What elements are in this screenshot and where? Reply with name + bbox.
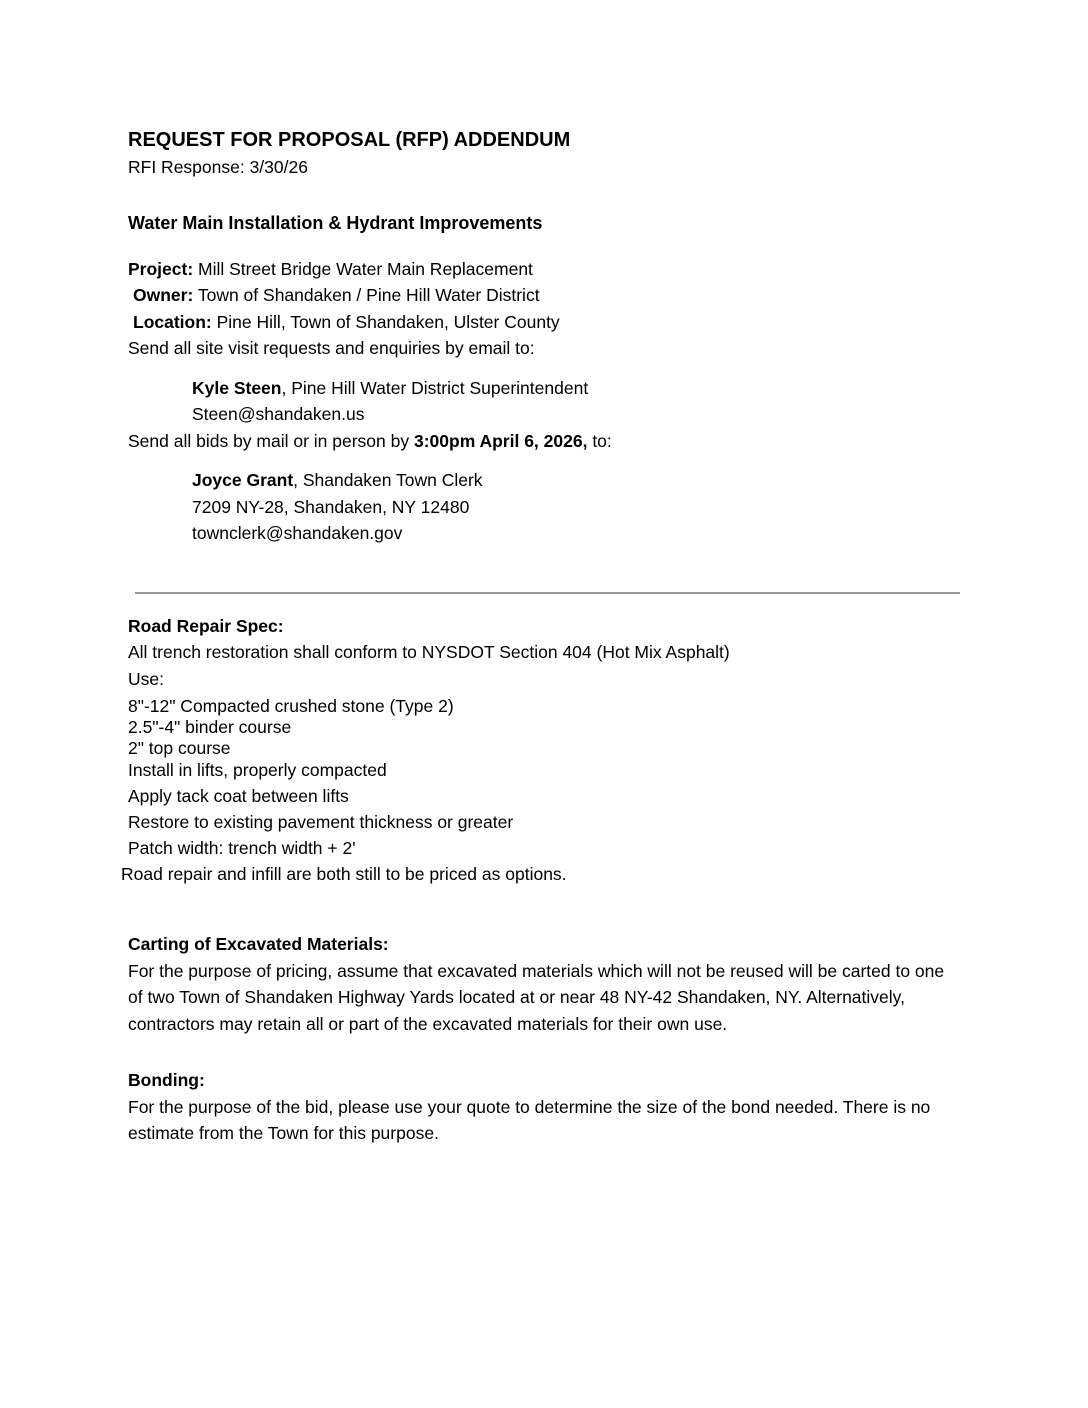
site-contact-email: Steen@shandaken.us	[192, 404, 365, 424]
bid-deadline: 3:00pm April 6, 2026,	[413, 430, 588, 451]
bid-contact-address: 7209 NY-28, Shandaken, NY 12480	[192, 496, 470, 517]
note-item: Apply tack coat between lifts	[128, 786, 349, 806]
road-repair-use-list	[128, 696, 960, 759]
road-repair-heading: Road Repair Spec:	[128, 615, 284, 636]
bonding-section	[128, 1067, 960, 1147]
road-repair-section	[121, 613, 960, 886]
use-item: 2" top course	[128, 738, 231, 758]
use-item: 2.5"-4" binder course	[128, 717, 292, 737]
note-item: Install in lifts, properly compacted	[128, 760, 387, 780]
bonding-heading: Bonding:	[128, 1070, 205, 1090]
project-line	[128, 256, 960, 283]
bid-intro-prefix: Send all bids by mail or in person by	[128, 430, 414, 451]
bid-contact-email: townclerk@shandaken.gov	[192, 523, 403, 543]
document-subtitle: Water Main Installation & Hydrant Improvements	[128, 212, 543, 233]
document-title: REQUEST FOR PROPOSAL (RFP) ADDENDUM	[128, 129, 571, 151]
location-line	[128, 309, 960, 336]
bid-intro-line	[128, 428, 960, 455]
carting-heading: Carting of Excavated Materials:	[128, 934, 389, 954]
use-item: 8"-12" Compacted crushed stone (Type 2)	[128, 696, 454, 716]
bid-intro-suffix: to:	[587, 430, 612, 451]
owner-value: Town of Shandaken / Pine Hill Water District	[197, 285, 540, 305]
project-meta-block	[128, 256, 960, 336]
horizontal-rule	[135, 592, 960, 594]
owner-line	[128, 282, 960, 309]
bid-contact-name: Joyce Grant	[192, 470, 294, 490]
site-contact-block	[192, 375, 960, 428]
bid-contact-block	[192, 467, 960, 547]
carting-section	[128, 931, 960, 1037]
project-label: Project:	[128, 258, 194, 279]
note-item: Patch width: trench width + 2'	[128, 838, 356, 858]
road-repair-intro: All trench restoration shall conform to NYSDOT Section 404 (Hot Mix Asphalt)	[128, 642, 730, 662]
location-label: Location:	[133, 311, 212, 332]
road-repair-use-label: Use:	[128, 668, 164, 689]
bonding-body: For the purpose of the bid, please use your quote to determine the size of the bond needed. There is no estimate from the Town for this purpose.	[128, 1096, 931, 1143]
bid-contact-line	[192, 467, 960, 494]
rfi-response-line: RFI Response: 3/30/26	[128, 157, 308, 177]
location-value: Pine Hill, Town of Shandaken, Ulster County	[216, 311, 560, 332]
site-visit-intro: Send all site visit requests and enquiries by email to:	[128, 338, 535, 358]
bid-contact-role: , Shandaken Town Clerk	[293, 470, 483, 490]
site-contact-role: , Pine Hill Water District Superintendent	[281, 377, 589, 398]
note-item: Restore to existing pavement thickness or greater	[128, 812, 514, 832]
site-contact-line	[192, 375, 960, 402]
site-contact-name: Kyle Steen	[192, 377, 282, 398]
project-value: Mill Street Bridge Water Main Replacement	[198, 258, 533, 279]
road-repair-footer: Road repair and infill are both still to be priced as options.	[121, 864, 567, 884]
carting-body: For the purpose of pricing, assume that excavated materials which will not be reused will be carted to one of two Town of Shandaken Highway Yards located at or near 48 NY-42 Shandaken, NY. Alternatively, contractors may retain all or part of the excavated materials for their own use.	[128, 960, 945, 1034]
owner-label: Owner:	[133, 285, 194, 305]
road-repair-notes	[121, 760, 960, 885]
